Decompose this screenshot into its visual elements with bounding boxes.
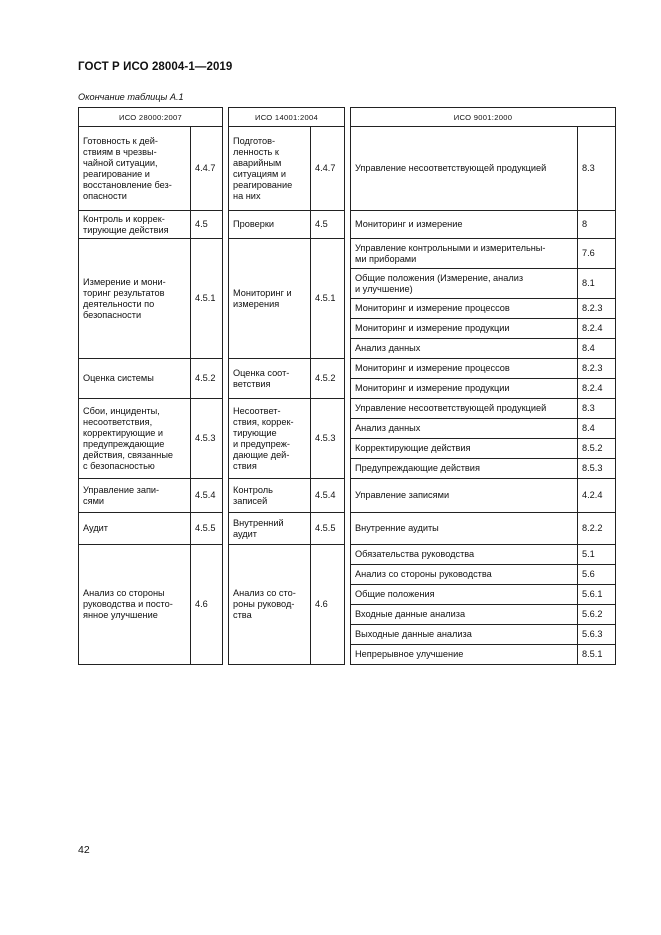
iso9001-clause: 8.3 xyxy=(578,399,616,419)
iso28000-requirement: Готовность к дей- ствиям в чрезвы- чайной ситуации, реагирование и восстановление без- опасности xyxy=(79,127,191,211)
iso9001-requirement: Анализ со стороны руководства xyxy=(351,565,578,585)
iso28000-requirement: Измерение и мони- торинг результатов деятельности по безопасности xyxy=(79,239,191,359)
table-row xyxy=(79,127,616,211)
column-header-iso14001: ИСО 14001:2004 xyxy=(229,108,345,127)
iso9001-requirement: Общие положения (Измерение, анализ и улучшение) xyxy=(351,269,578,299)
table-row xyxy=(79,359,616,379)
iso9001-clause: 8.4 xyxy=(578,419,616,439)
iso14001-clause: 4.5.3 xyxy=(311,399,345,479)
iso9001-clause: 8.1 xyxy=(578,269,616,299)
iso9001-requirement: Обязательства руководства xyxy=(351,545,578,565)
iso9001-clause: 8.5.2 xyxy=(578,439,616,459)
iso9001-clause: 8.2.3 xyxy=(578,299,616,319)
iso9001-requirement: Общие положения xyxy=(351,585,578,605)
iso9001-clause: 8.2.3 xyxy=(578,359,616,379)
iso28000-requirement: Оценка системы xyxy=(79,359,191,399)
page-number: 42 xyxy=(78,844,90,856)
iso28000-clause: 4.6 xyxy=(191,545,223,665)
column-header-iso9001: ИСО 9001:2000 xyxy=(351,108,616,127)
iso9001-requirement: Мониторинг и измерение процессов xyxy=(351,299,578,319)
iso9001-requirement: Мониторинг и измерение продукции xyxy=(351,319,578,339)
iso28000-requirement: Контроль и коррек- тирующие действия xyxy=(79,211,191,239)
table-row xyxy=(79,545,616,565)
table-body xyxy=(79,127,616,665)
iso9001-requirement: Управление несоответствующей продукцией xyxy=(351,127,578,211)
iso14001-clause: 4.5.1 xyxy=(311,239,345,359)
iso14001-requirement: Оценка соот- ветствия xyxy=(229,359,311,399)
iso9001-clause: 8.5.1 xyxy=(578,645,616,665)
iso28000-clause: 4.5.5 xyxy=(191,513,223,545)
iso14001-requirement: Подготов- ленность к аварийным ситуациям и реагирование на них xyxy=(229,127,311,211)
iso9001-clause: 5.6.1 xyxy=(578,585,616,605)
table-row xyxy=(79,239,616,269)
iso9001-requirement: Внутренние аудиты xyxy=(351,513,578,545)
iso14001-requirement: Анализ со сто- роны руковод- ства xyxy=(229,545,311,665)
iso14001-clause: 4.4.7 xyxy=(311,127,345,211)
table-row xyxy=(79,399,616,419)
iso9001-requirement: Мониторинг и измерение продукции xyxy=(351,379,578,399)
iso14001-requirement: Контроль записей xyxy=(229,479,311,513)
iso9001-clause: 5.6.3 xyxy=(578,625,616,645)
iso28000-requirement: Аудит xyxy=(79,513,191,545)
iso28000-requirement: Анализ со стороны руководства и посто- янное улучшение xyxy=(79,545,191,665)
iso28000-clause: 4.5.3 xyxy=(191,399,223,479)
iso9001-clause: 8.2.4 xyxy=(578,319,616,339)
iso9001-requirement: Выходные данные анализа xyxy=(351,625,578,645)
iso14001-clause: 4.5.2 xyxy=(311,359,345,399)
iso14001-requirement: Проверки xyxy=(229,211,311,239)
iso14001-clause: 4.5 xyxy=(311,211,345,239)
table-row xyxy=(79,211,616,239)
iso9001-requirement: Анализ данных xyxy=(351,419,578,439)
column-header-iso28000: ИСО 28000:2007 xyxy=(79,108,223,127)
iso14001-requirement: Несоответ- ствия, коррек- тирующие и предупреж- дающие дей- ствия xyxy=(229,399,311,479)
iso9001-clause: 4.2.4 xyxy=(578,479,616,513)
iso28000-clause: 4.5.4 xyxy=(191,479,223,513)
iso9001-clause: 8.5.3 xyxy=(578,459,616,479)
iso28000-clause: 4.5.2 xyxy=(191,359,223,399)
table-caption: Окончание таблицы А.1 xyxy=(78,92,184,102)
iso28000-clause: 4.5.1 xyxy=(191,239,223,359)
iso9001-clause: 8.4 xyxy=(578,339,616,359)
iso9001-requirement: Управление записями xyxy=(351,479,578,513)
iso28000-clause: 4.4.7 xyxy=(191,127,223,211)
iso14001-requirement: Мониторинг и измерения xyxy=(229,239,311,359)
iso9001-requirement: Мониторинг и измерение процессов xyxy=(351,359,578,379)
table-header-row xyxy=(79,108,616,127)
iso9001-clause: 8.2.2 xyxy=(578,513,616,545)
iso28000-requirement: Сбои, инциденты, несоответствия, корректирующие и предупреждающие действия, связанные с безопасностью xyxy=(79,399,191,479)
iso9001-clause: 7.6 xyxy=(578,239,616,269)
iso9001-requirement: Управление контрольными и измерительны- ми приборами xyxy=(351,239,578,269)
iso9001-requirement: Предупреждающие действия xyxy=(351,459,578,479)
iso14001-clause: 4.5.5 xyxy=(311,513,345,545)
correspondence-table xyxy=(78,107,616,665)
iso9001-clause: 5.6 xyxy=(578,565,616,585)
iso9001-clause: 8.3 xyxy=(578,127,616,211)
iso9001-clause: 5.6.2 xyxy=(578,605,616,625)
iso14001-clause: 4.6 xyxy=(311,545,345,665)
document-header: ГОСТ Р ИСО 28004-1—2019 xyxy=(78,61,233,73)
iso28000-requirement: Управление запи- сями xyxy=(79,479,191,513)
table-row xyxy=(79,479,616,513)
iso14001-requirement: Внутренний аудит xyxy=(229,513,311,545)
iso9001-requirement: Анализ данных xyxy=(351,339,578,359)
table-row xyxy=(79,513,616,545)
iso9001-requirement: Входные данные анализа xyxy=(351,605,578,625)
iso9001-clause: 8.2.4 xyxy=(578,379,616,399)
iso9001-requirement: Непрерывное улучшение xyxy=(351,645,578,665)
iso9001-clause: 5.1 xyxy=(578,545,616,565)
iso28000-clause: 4.5 xyxy=(191,211,223,239)
iso9001-requirement: Мониторинг и измерение xyxy=(351,211,578,239)
iso14001-clause: 4.5.4 xyxy=(311,479,345,513)
iso9001-requirement: Корректирующие действия xyxy=(351,439,578,459)
iso9001-clause: 8 xyxy=(578,211,616,239)
iso9001-requirement: Управление несоответствующей продукцией xyxy=(351,399,578,419)
